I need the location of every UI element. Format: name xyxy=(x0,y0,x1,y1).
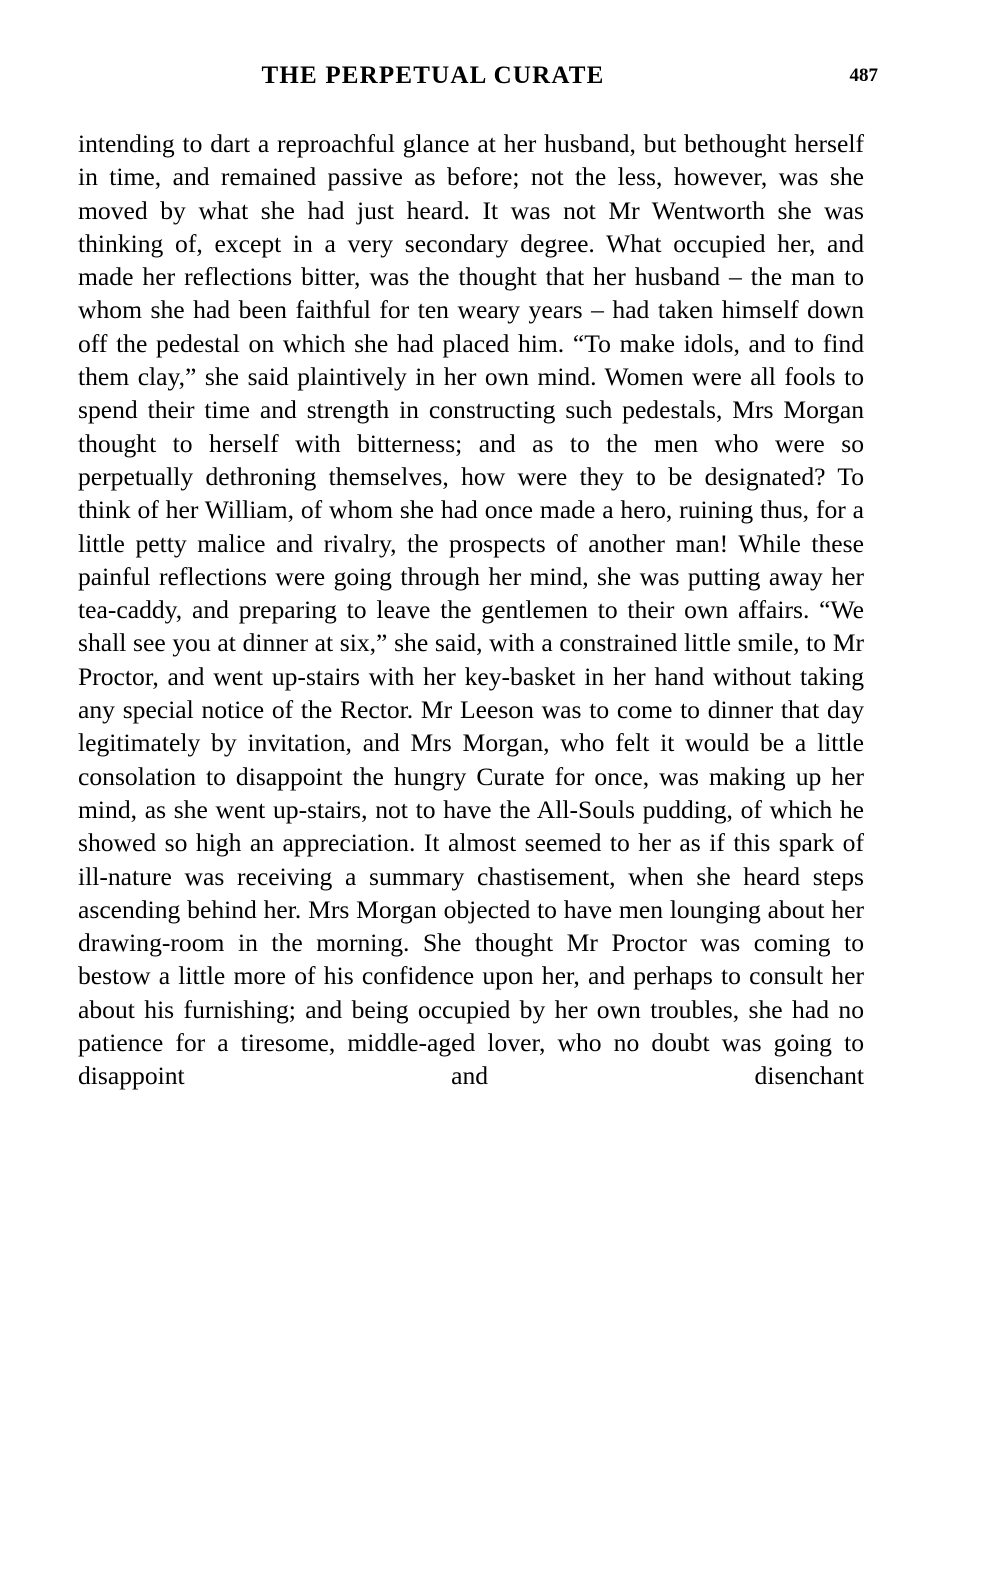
running-head: THE PERPETUAL CURATE xyxy=(261,62,605,89)
page-body xyxy=(78,127,864,1126)
page-header xyxy=(78,62,878,96)
page-number: 487 xyxy=(849,65,878,86)
body-paragraph: intending to dart a reproachful glance at her husband, but bethought herself in time, and remained passive as before; not the less, however, was she moved by what she had just heard. It was not Mr Wentworth she was thinking of, except in a very secondary degree. What occupied her, and made her reflections bitter, was the thought that her husband – the man to whom she had been faithful for ten weary years – had taken himself down off the pedestal on which she had placed him. “To make idols, and to find them clay,” she said plaintively in her own mind. Women were all fools to spend their time and strength in constructing such pedestals, Mrs Morgan thought to herself with bitterness; and as to the men who were so perpetually dethroning themselves, how were they to be designated? To think of her William, of whom she had once made a hero, ruining thus, for a little petty malice and rivalry, the prospects of another man! While these painful reflections were going through her mind, she was putting away her tea-caddy, and preparing to leave the gentlemen to their own affairs. “We shall see you at dinner at six,” she said, with a constrained little smile, to Mr Proctor, and went up-stairs with her key-basket in her hand without taking any special notice of the Rector. Mr Leeson was to come to dinner that day legitimately by invitation, and Mrs Morgan, who felt it would be a little consolation to disappoint the hungry Curate for once, was making up her mind, as she went up-stairs, not to have the All-Souls pudding, of which he showed so high an appreciation. It almost seemed to her as if this spark of ill-nature was receiving a summary chastisement, when she heard steps ascending behind her. Mrs Morgan objected to have men lounging about her drawing-room in the morning. She thought Mr Proctor was coming to bestow a little more of his confidence upon her, and perhaps to consult her about his furnishing; and being occupied by her own troubles, she had no patience for a tiresome, middle-aged lover, who no doubt was going to disappoint and disenchant xyxy=(78,129,864,1091)
